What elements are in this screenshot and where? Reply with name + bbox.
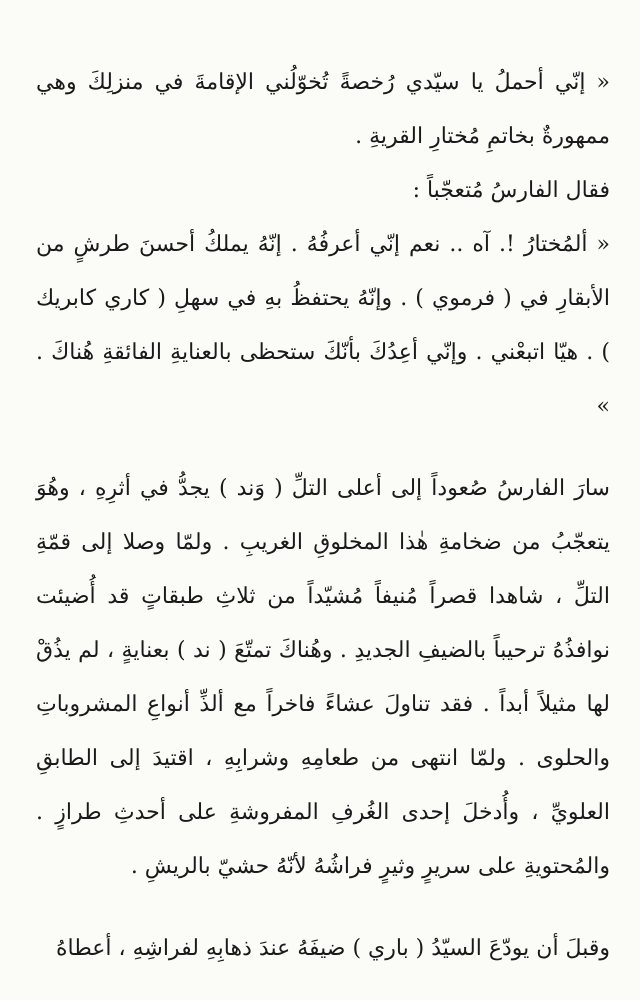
- paragraph-knight-speaks: فقال الفارسُ مُتعجّباً :: [412, 178, 610, 203]
- paragraph-castle: سارَ الفارسُ صُعوداً إلى أعلى التلِّ ( وَند ) يجدُّ في أثرِهِ ، وهُوَ يتعجّبُ من ضخامةِ هٰذا المخلوقِ الغريبِ . ولمّا وصلا إلى قمّةِ التلِّ ، شاهدا قصراً مُنيفاً مُشيّداً من ثلاثِ طبقاتٍ قد أُضيئت نوافذُهُ ترحيباً بالضيفِ الجديدِ . وهُناكَ تمتّعَ ( ند ) بعنايةٍ ، لم يذُقْ لها مثيلاً أبداً . فقد تناولَ عشاءً فاخراً مع ألذِّ أنواعِ المشروباتِ والحلوى . ولمّا انتهى من طعامِهِ وشرابِهِ ، اقتيدَ إلى الطابقِ العلويِّ ، وأُدخلَ إحدى الغُرفِ المفروشةِ على أحدثِ طرازٍ . والمُحتويةِ على سريرٍ وثيرٍ فراشُهُ لأنّهُ حشيّ بالريشِ .: [36, 476, 610, 879]
- paragraph-mukhtar: « ألمُختارُ !. آه .. نعم إنّي أعرفُهُ . إنّهُ يملكُ أحسنَ طرشٍ من الأبقارِ في ( فرموي ) . وإنّهُ يحتفظُ بهِ في سهلِ ( كاري كابريك ) . هيّا اتبعْني . وإنّي أعِدُكَ بأنّكَ ستحظى بالعنايةِ الفائقةِ هُناكَ . »: [36, 232, 610, 419]
- paragraph-license: « إنّي أحملُ يا سيّدي رُخصةً تُخوّلُني الإقامةَ في منزلِكَ وهي ممهورةٌ بخاتمِ مُختارِ القريةِ .: [36, 70, 610, 149]
- paragraph-farewell: وقبلَ أن يودّعَ السيّدُ ( باري ) ضيفَهُ عندَ ذهابِهِ لفراشِهِ ، أعطاهُ: [55, 936, 610, 961]
